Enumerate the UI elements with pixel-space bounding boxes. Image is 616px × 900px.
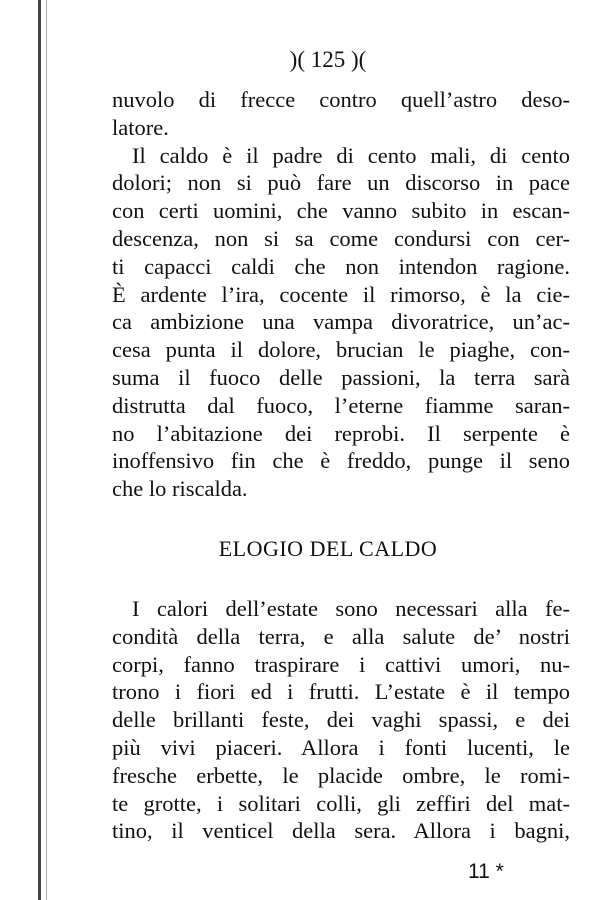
text-line: te grotte, i solitari colli, gli zeffiri del mat-: [112, 790, 570, 816]
text-line: più vivi piaceri. Allora i fonti lucenti, le: [112, 734, 570, 760]
text-line: che lo riscalda.: [112, 476, 248, 502]
page-number-header: )( 125 )(: [289, 47, 367, 72]
text-line: suma il fuoco delle passioni, la terra sarà: [112, 364, 570, 390]
text-line: delle brillanti feste, dei vaghi spassi, e dei: [112, 707, 570, 733]
text-line: nuvolo di frecce contro quell’astro deso-: [112, 87, 570, 112]
text-line: descenza, non si sa come condursi con cer-: [112, 225, 570, 251]
text-line: distrutta dal fuoco, l’eterne fiamme saran-: [112, 392, 570, 418]
text-line: ca ambizione una vampa divoratrice, un’ac-: [112, 309, 570, 335]
text-line: trono i fiori ed i frutti. L’estate è il tempo: [112, 679, 570, 705]
text-line: corpi, fanno traspirare i cattivi umori, nu-: [112, 651, 570, 677]
text-line: cesa punta il dolore, brucian le piaghe, con-: [112, 337, 570, 363]
text-line: ti capacci caldi che non intendon ragione.: [112, 253, 570, 279]
text-line: condità della terra, e alla salute de’ nostri: [112, 623, 570, 649]
text-line: inoffensivo fin che è freddo, punge il seno: [112, 448, 570, 474]
text-line: dolori; non si può fare un discorso in pace: [112, 170, 570, 196]
text-line: tino, il venticel della sera. Allora i bagni,: [112, 818, 570, 844]
text-line: I calori dell’estate sono necessari alla fe-: [132, 596, 570, 621]
text-line: con certi uomini, che vanno subito in escan-: [112, 198, 570, 224]
section-heading: ELOGIO DEL CALDO: [218, 536, 438, 561]
text-line: È ardente l’ira, cocente il rimorso, è la cie-: [112, 281, 570, 307]
text-line: latore.: [112, 114, 169, 140]
page-binding-shadow: [46, 0, 47, 900]
page-binding-edge: [38, 0, 41, 900]
paragraph-1: [112, 86, 570, 503]
text-line: Il caldo è il padre di cento mali, di cento: [132, 142, 570, 168]
paragraph-2: [112, 595, 570, 845]
printer-signature-mark: 11 *: [468, 860, 504, 883]
text-line: fresche erbette, le placide ombre, le romi-: [112, 762, 570, 788]
text-line: no l’abitazione dei reprobi. Il serpente è: [112, 420, 570, 446]
